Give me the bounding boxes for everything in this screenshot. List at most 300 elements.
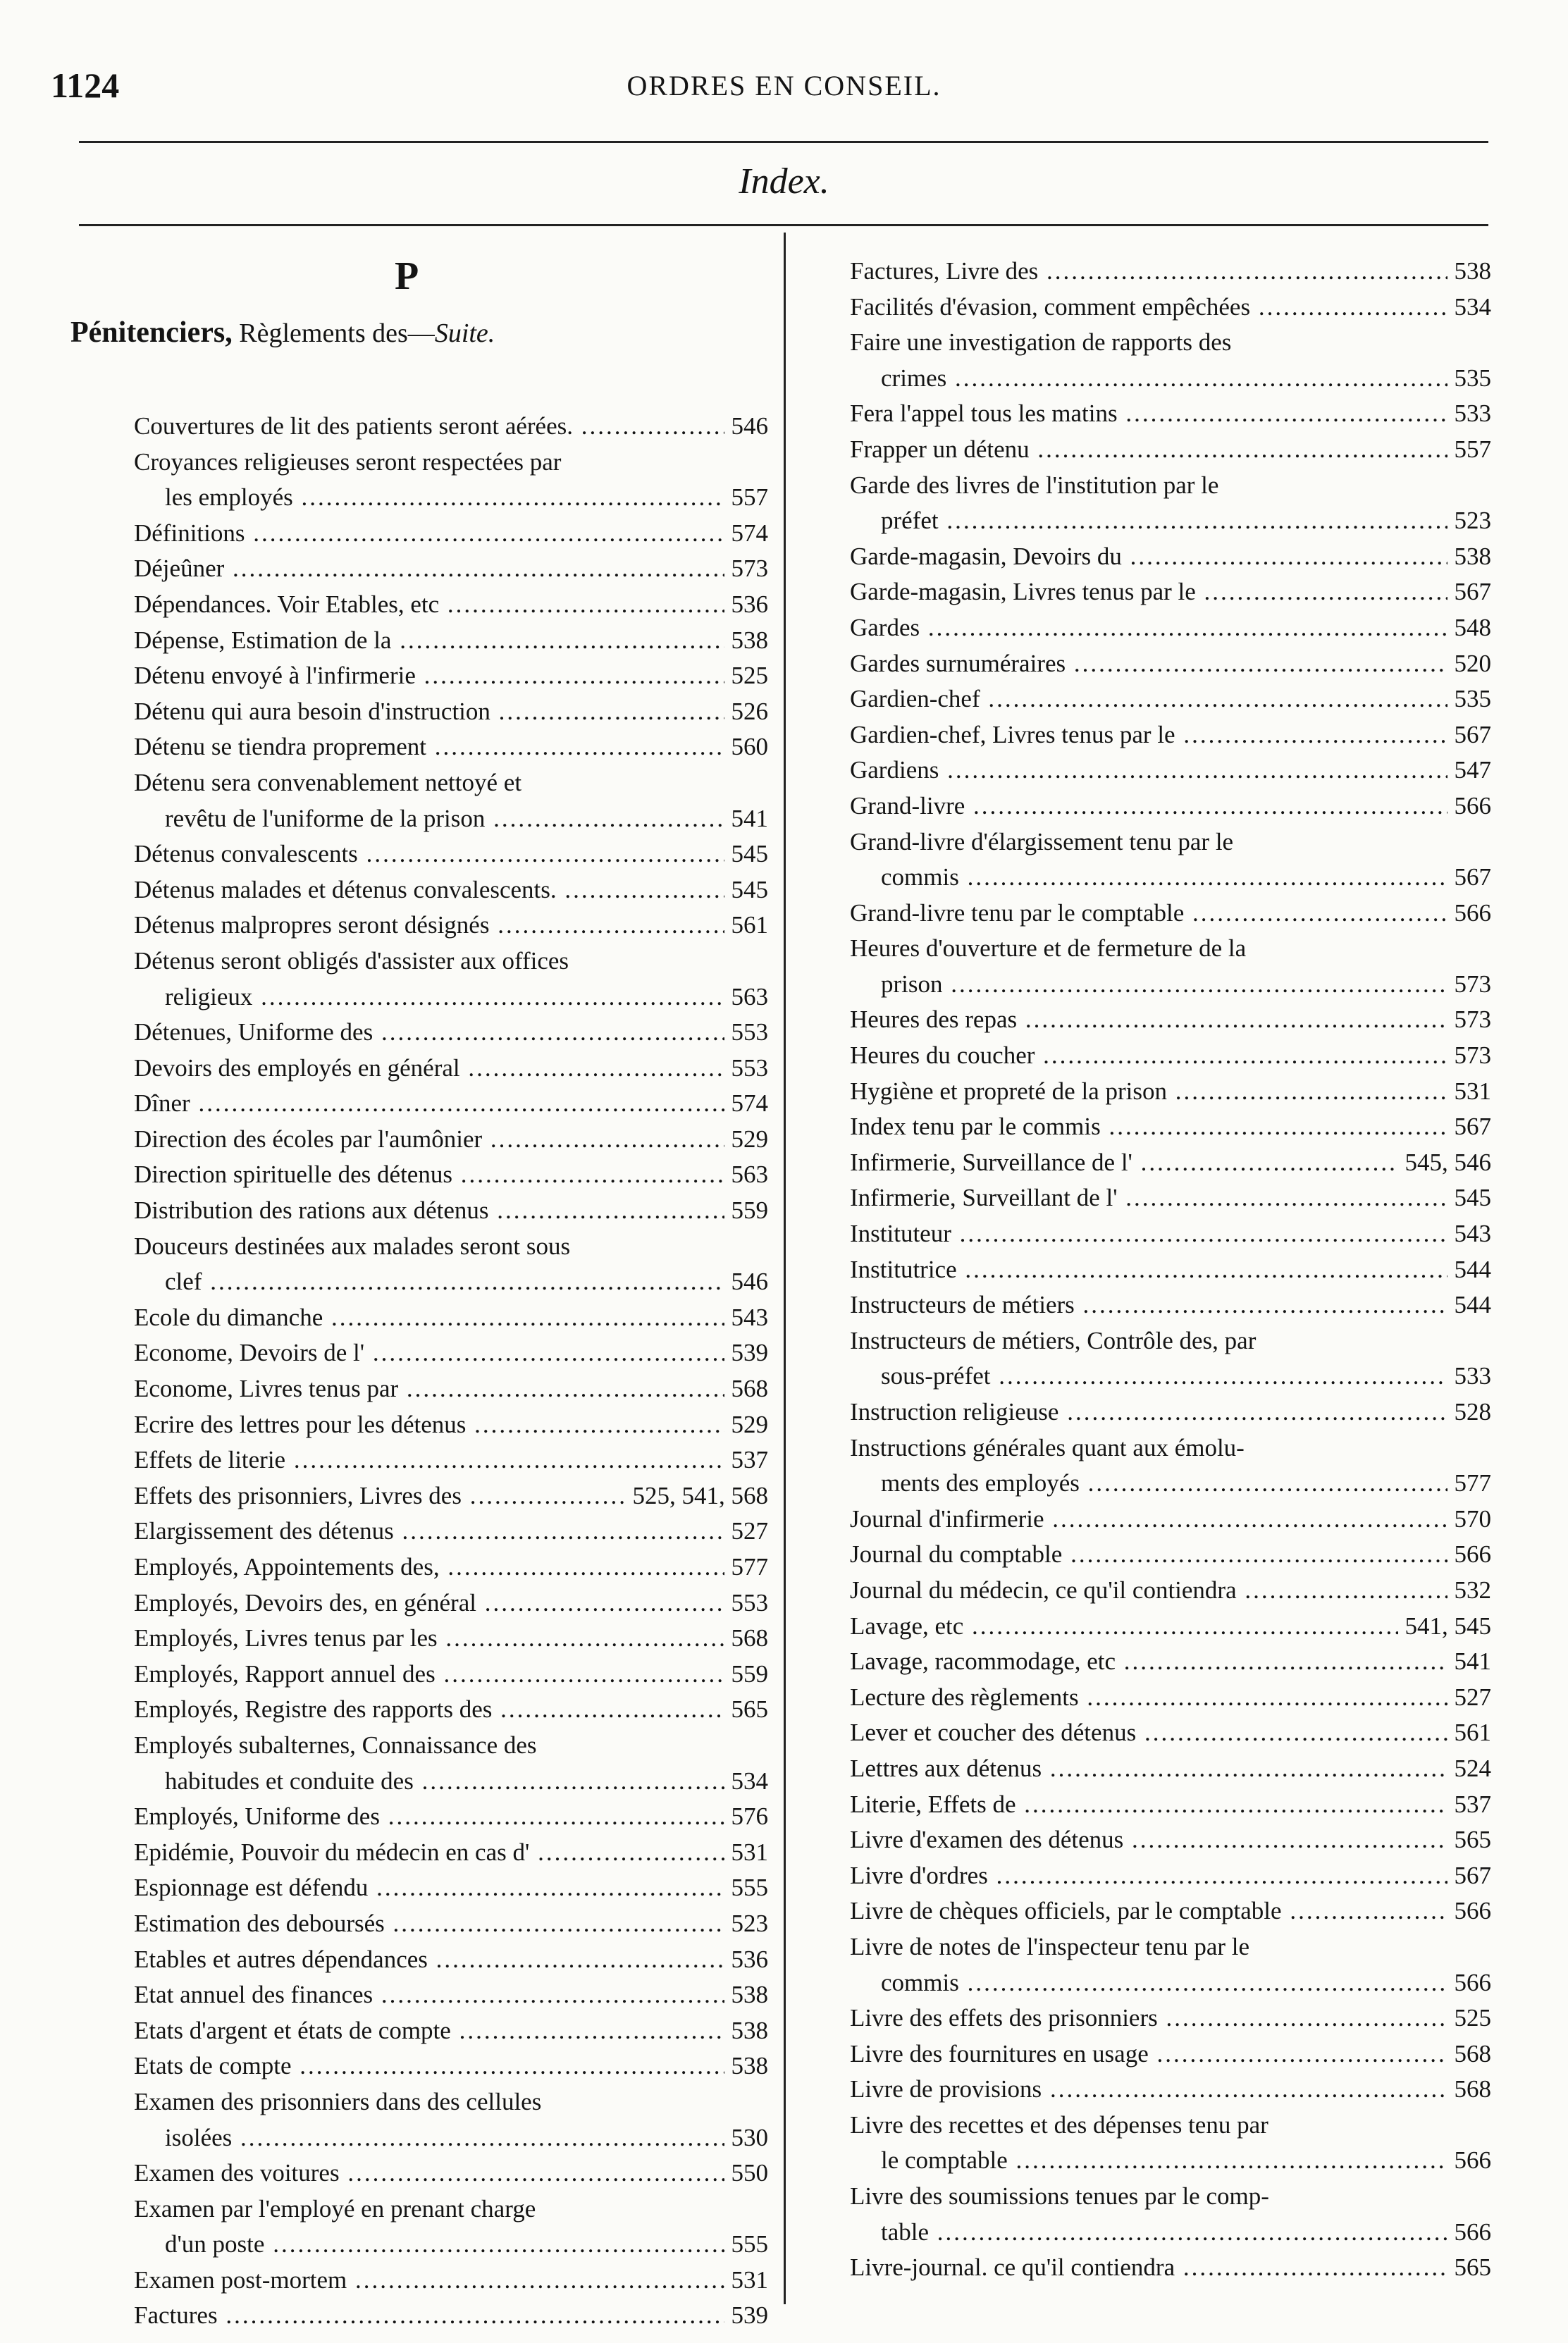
index-entry-text: Instituteur ..... [850,1216,1456,1252]
index-entry [850,931,1491,967]
index-entry-page-ref: 536 [724,587,769,623]
index-entry-text: le comptable ..... [881,2143,1487,2179]
index-entry-page-ref: 557 [724,480,769,516]
index-entry-text: Détenus malpropres seront désignés ..... [134,908,740,944]
index-entry-text: Ecole du dimanche ..... [134,1300,740,1336]
index-entry [850,824,1491,860]
index-entry [850,1751,1491,1787]
index-entry-text: crimes ..... [881,361,1487,397]
section-heading [70,316,495,350]
index-entry-text: Distribution des rations aux détenus ..... [134,1193,740,1229]
index-entry-page-ref: 531 [724,2263,769,2299]
index-entry [850,1145,1491,1181]
index-entry-text: Lavage, etc ..... [850,1609,1456,1645]
index-entry [850,2143,1491,2179]
index-entry [134,1835,768,1871]
index-entry-page-ref: 538 [724,623,769,659]
index-entry [850,1929,1491,1965]
index-entry-text: Livre des fournitures en usage ..... [850,2036,1456,2072]
index-entry-page-ref: 524 [1447,1751,1492,1787]
index-entry-page-ref: 570 [1447,1502,1492,1538]
section-title: Index. [739,161,829,202]
index-entry-text: isolées ..... [165,2120,768,2156]
index-entry-page-ref: 573 [1447,967,1492,1003]
index-entry-text: Frapper un détenu ..... [850,432,1456,468]
index-entry-text: Livre-journal. ce qu'il contiendra ..... [850,2250,1456,2286]
index-entry-page-ref: 568 [724,1371,769,1407]
index-entry-text: Lettres aux détenus ..... [850,1751,1456,1787]
index-entry [134,1229,768,1265]
index-entry-page-ref: 529 [724,1122,769,1158]
index-entry [134,1692,768,1728]
index-entry [850,2001,1491,2036]
index-entry-page-ref: 560 [724,729,769,765]
index-entry-text: Infirmerie, Surveillance de l' ..... [850,1145,1456,1181]
index-entry-page-ref: 527 [724,1514,769,1550]
index-entry-text: Journal d'infirmerie ..... [850,1502,1456,1538]
index-entry-text: commis ..... [881,1965,1487,2001]
index-entry-text: Livre des effets des prisonniers ..... [850,2001,1456,2036]
index-entry-page-ref: 574 [724,516,769,552]
index-entry [850,1644,1491,1680]
index-entry-text: Gardes ..... [850,610,1456,646]
index-entry-text: Détenus malades et détenus convalescents. ..... [134,872,740,908]
index-entry-page-ref: 561 [724,908,769,944]
index-entry-text: Hygiène et propreté de la prison ..... [850,1074,1456,1110]
index-entry-text: Employés, Appointements des, ..... [134,1550,740,1585]
index-entry-page-ref: 541, 545 [1398,1609,1492,1645]
index-entry-text: Examen des prisonniers dans des cellules [134,2087,542,2115]
index-entry-text: Direction des écoles par l'aumônier ..... [134,1122,740,1158]
index-entry [850,1466,1491,1502]
index-entry-page-ref: 538 [724,2013,769,2049]
index-entry-text: Garde des livres de l'institution par le [850,471,1219,499]
section-heading-text: Règlements des— [232,319,435,348]
index-entry-page-ref: 538 [724,2048,769,2084]
index-entry-text: Effets de literie ..... [134,1442,740,1478]
index-entry [850,2072,1491,2108]
index-entry [850,2108,1491,2144]
index-entry [134,979,768,1015]
index-entry-page-ref: 520 [1447,646,1492,682]
index-entry-text: Etats d'argent et états de compte ..... [134,2013,740,2049]
section-heading-bold: Pénitenciers, [70,316,233,349]
index-entry-text: Lever et coucher des détenus ..... [850,1715,1456,1751]
index-entry-page-ref: 566 [1447,1537,1492,1573]
index-entry-page-ref: 573 [724,551,769,587]
index-entry-page-ref: 537 [724,1442,769,1478]
index-entry-text: Journal du médecin, ce qu'il contiendra ..... [850,1573,1456,1609]
index-entry-page-ref: 545 [724,836,769,872]
index-entry [134,1764,768,1800]
index-entry-text: Effets des prisonniers, Livres des ..... [134,1478,740,1514]
index-entry-text: Instructeurs de métiers ..... [850,1287,1456,1323]
index-entry-page-ref: 567 [1447,574,1492,610]
index-entry [850,396,1491,432]
index-entry-text: Détenus seront obligés d'assister aux offices [134,946,569,975]
index-entry-text: Infirmerie, Surveillant de l' ..... [850,1180,1456,1216]
index-entry [850,1609,1491,1645]
index-entry-text: Employés subalternes, Connaissance des [134,1731,537,1759]
index-entry-page-ref: 538 [1447,254,1492,290]
index-entry [850,468,1491,504]
index-entry [134,2263,768,2299]
index-entry-page-ref: 535 [1447,361,1492,397]
section-heading-italic: Suite. [434,319,495,348]
index-entry [134,1657,768,1693]
index-entry-page-ref: 568 [1447,2072,1492,2108]
index-entry [850,503,1491,539]
index-entry-text: Journal du comptable ..... [850,1537,1456,1573]
index-entry [134,836,768,872]
index-entry [134,1015,768,1051]
index-entry-text: Livre d'examen des détenus ..... [850,1822,1456,1858]
index-entry [134,944,768,979]
index-entry-page-ref: 530 [724,2120,769,2156]
index-entry-page-ref: 563 [724,1157,769,1193]
index-entry-page-ref: 577 [724,1550,769,1585]
index-entry [134,1799,768,1835]
index-entry [850,1287,1491,1323]
index-entry-text: Douceurs destinées aux malades seront sous [134,1232,571,1260]
index-entry [850,2036,1491,2072]
index-entry-text: Employés, Livres tenus par les ..... [134,1621,740,1657]
index-entry-text: religieux ..... [165,979,768,1015]
index-entry-text: les employés ..... [165,480,768,516]
index-entry-text: Fera l'appel tous les matins ..... [850,396,1456,432]
index-entry-text: Employés, Uniforme des ..... [134,1799,740,1835]
index-entry-text: clef ..... [165,1264,768,1300]
index-entry [850,896,1491,932]
index-entry-text: Etat annuel des finances ..... [134,1977,740,2013]
index-entry-text: Estimation des deboursés ..... [134,1906,740,1942]
index-entry-text: Employés, Devoirs des, en général ..... [134,1585,740,1621]
right-index-column [850,254,1491,2286]
index-entry-page-ref: 534 [1447,290,1492,326]
index-entry-page-ref: 533 [1447,1359,1492,1395]
index-entry [134,1478,768,1514]
bottom-rule [79,224,1488,226]
index-entry-text: Livre de provisions ..... [850,2072,1456,2108]
index-entry-page-ref: 563 [724,979,769,1015]
index-entry-page-ref: 525 [1447,2001,1492,2036]
index-entry [134,480,768,516]
index-entry [850,1680,1491,1716]
index-entry-text: Heures d'ouverture et de fermeture de la [850,934,1247,963]
index-entry-page-ref: 545, 546 [1398,1145,1492,1181]
index-entry-page-ref: 547 [1447,753,1492,789]
index-entry [850,1502,1491,1538]
index-entry [134,2227,768,2263]
index-entry-page-ref: 555 [724,2227,769,2263]
index-entry [850,1002,1491,1038]
index-entry-text: habitudes et conduite des ..... [165,1764,768,1800]
index-entry-page-ref: 559 [724,1657,769,1693]
index-entry-page-ref: 568 [1447,2036,1492,2072]
index-entry [850,1715,1491,1751]
index-entry-text: Etats de compte ..... [134,2048,740,2084]
index-entry-page-ref: 553 [724,1015,769,1051]
index-entry [850,539,1491,575]
index-entry [134,551,768,587]
index-entry-text: Couvertures de lit des patients seront aérées. ..... [134,409,740,445]
index-entry-page-ref: 561 [1447,1715,1492,1751]
index-entry [134,658,768,694]
index-entry-page-ref: 565 [724,1692,769,1728]
index-entry-text: Détenues, Uniforme des ..... [134,1015,740,1051]
index-entry-text: Gardiens ..... [850,753,1456,789]
index-entry [134,1371,768,1407]
index-entry-page-ref: 553 [724,1051,769,1087]
index-entry-text: Gardien-chef ..... [850,681,1456,717]
index-entry [850,753,1491,789]
index-entry-page-ref: 537 [1447,1787,1492,1823]
index-entry-page-ref: 566 [1447,2215,1492,2251]
index-entry [850,1216,1491,1252]
index-entry-page-ref: 573 [1447,1038,1492,1074]
index-entry [134,872,768,908]
index-entry [134,1870,768,1906]
index-entry [134,1193,768,1229]
index-entry-page-ref: 574 [724,1086,769,1122]
index-entry-text: préfet ..... [881,503,1487,539]
index-entry [850,967,1491,1003]
index-entry [850,1965,1491,2001]
index-entry-page-ref: 568 [724,1621,769,1657]
index-entry-text: Grand-livre d'élargissement tenu par le [850,827,1234,855]
index-entry-page-ref: 557 [1447,432,1492,468]
index-entry-text: Grand-livre tenu par le comptable ..... [850,896,1456,932]
index-entry-text: Employés, Registre des rapports des ..... [134,1692,740,1728]
index-entry [850,1109,1491,1145]
index-entry [134,587,768,623]
index-entry [850,1822,1491,1858]
index-entry-text: Détenu envoyé à l'infirmerie ..... [134,658,740,694]
index-entry-text: Econome, Devoirs de l' ..... [134,1335,740,1371]
index-entry-page-ref: 567 [1447,1858,1492,1894]
index-entry-page-ref: 553 [724,1585,769,1621]
index-entry-page-ref: 534 [724,1764,769,1800]
index-entry-page-ref: 531 [1447,1074,1492,1110]
index-entry [134,1514,768,1550]
index-entry [134,1942,768,1978]
top-rule [79,141,1488,143]
index-entry-text: table ..... [881,2215,1487,2251]
index-entry-page-ref: 576 [724,1799,769,1835]
index-entry [850,1893,1491,1929]
index-entry-text: Faire une investigation de rapports des [850,328,1232,357]
index-entry-page-ref: 565 [1447,1822,1492,1858]
index-entry [850,1573,1491,1609]
index-entry [134,1585,768,1621]
index-entry-text: Détenus convalescents ..... [134,836,740,872]
index-entry [134,1086,768,1122]
index-entry [134,2048,768,2084]
index-entry [850,2179,1491,2215]
index-entry-text: Livre de notes de l'inspecteur tenu par le [850,1932,1250,1960]
index-entry [850,574,1491,610]
index-entry-text: Espionnage est défendu ..... [134,1870,740,1906]
index-entry-page-ref: 525 [724,658,769,694]
index-entry-page-ref: 541 [724,801,769,837]
index-entry-page-ref: 539 [724,1335,769,1371]
index-entry-page-ref: 573 [1447,1002,1492,1038]
index-entry [850,432,1491,468]
index-entry [850,1787,1491,1823]
index-entry-text: Employés, Rapport annuel des ..... [134,1657,740,1693]
index-entry [134,1264,768,1300]
index-entry-text: Détenu sera convenablement nettoyé et [134,768,522,796]
index-entry-text: Livre des recettes et des dépenses tenu par [850,2110,1268,2139]
index-entry [850,1038,1491,1074]
index-entry-page-ref: 536 [724,1942,769,1978]
index-entry [850,361,1491,397]
index-entry-text: Literie, Effets de ..... [850,1787,1456,1823]
index-entry [134,1728,768,1764]
index-entry-page-ref: 541 [1447,1644,1492,1680]
index-entry-text: Dîner ..... [134,1086,740,1122]
index-entry [850,1252,1491,1288]
index-entry-text: ments des employés ..... [881,1466,1487,1502]
index-entry-text: Instructions générales quant aux émolu- [850,1433,1245,1461]
index-entry-text: Dépendances. Voir Etables, etc ..... [134,587,740,623]
index-entry-text: Econome, Livres tenus par ..... [134,1371,740,1407]
index-entry [134,2013,768,2049]
index-entry-page-ref: 566 [1447,1965,1492,2001]
index-entry [850,1359,1491,1395]
index-entry [850,2250,1491,2286]
index-entry [134,2298,768,2334]
index-entry-text: Epidémie, Pouvoir du médecin en cas d' ..... [134,1835,740,1871]
left-index-column [134,409,768,2334]
index-entry-page-ref: 566 [1447,2143,1492,2179]
index-entry-text: Instructeurs de métiers, Contrôle des, par [850,1326,1257,1354]
index-entry-page-ref: 538 [1447,539,1492,575]
index-entry-page-ref: 567 [1447,1109,1492,1145]
index-entry-text: d'un poste ..... [165,2227,768,2263]
index-entry [134,1977,768,2013]
index-entry-text: Gardes surnuméraires ..... [850,646,1456,682]
index-entry-page-ref: 559 [724,1193,769,1229]
index-entry-text: Livre des soumissions tenues par le comp- [850,2182,1269,2211]
index-entry-page-ref: 523 [724,1906,769,1942]
index-entry-page-ref: 532 [1447,1573,1492,1609]
index-entry-text: Déjeûner ..... [134,551,740,587]
index-entry-text: commis ..... [881,860,1487,896]
page-number: 1124 [51,66,120,105]
index-entry-text: Grand-livre ..... [850,789,1456,824]
index-entry-text: Détenu se tiendra proprement ..... [134,729,740,765]
index-entry [134,2120,768,2156]
index-entry [134,516,768,552]
index-entry-text: Etables et autres dépendances ..... [134,1942,740,1978]
index-entry-page-ref: 529 [724,1407,769,1443]
running-head: ORDRES EN CONSEIL. [626,70,942,101]
index-entry [850,1537,1491,1573]
index-entry-text: Garde-magasin, Livres tenus par le ..... [850,574,1456,610]
index-entry-page-ref: 543 [1447,1216,1492,1252]
index-entry [850,254,1491,290]
index-entry-text: Direction spirituelle des détenus ..... [134,1157,740,1193]
index-entry-text: Gardien-chef, Livres tenus par le ..... [850,717,1456,753]
index-entry-text: Examen post-mortem ..... [134,2263,740,2299]
index-entry [850,1074,1491,1110]
index-entry-page-ref: 550 [724,2156,769,2191]
index-entry-text: sous-préfet ..... [881,1359,1487,1395]
index-entry-text: Examen des voitures ..... [134,2156,740,2191]
index-entry [850,860,1491,896]
index-entry-text: Ecrire des lettres pour les détenus ..... [134,1407,740,1443]
index-entry [850,681,1491,717]
index-entry-text: Lecture des règlements ..... [850,1680,1456,1716]
index-entry [850,1180,1491,1216]
index-entry [134,1442,768,1478]
index-entry [850,789,1491,824]
index-entry-page-ref: 543 [724,1300,769,1336]
index-entry-text: Dépense, Estimation de la ..... [134,623,740,659]
index-entry-text: Devoirs des employés en général ..... [134,1051,740,1087]
index-entry-text: Garde-magasin, Devoirs du ..... [850,539,1456,575]
index-entry [134,2084,768,2120]
index-entry-page-ref: 577 [1447,1466,1492,1502]
index-entry [850,646,1491,682]
index-entry [134,1550,768,1585]
index-entry [850,290,1491,326]
index-entry-page-ref: 546 [724,1264,769,1300]
index-entry-page-ref: 533 [1447,396,1492,432]
index-entry-text: Lavage, racommodage, etc ..... [850,1644,1456,1680]
index-entry-text: Livre d'ordres ..... [850,1858,1456,1894]
index-entry [850,1395,1491,1430]
index-entry-page-ref: 531 [724,1835,769,1871]
index-entry-text: Heures des repas ..... [850,1002,1456,1038]
index-entry-text: Examen par l'employé en prenant charge [134,2194,536,2223]
index-entry [850,325,1491,361]
index-entry-page-ref: 566 [1447,1893,1492,1929]
index-entry [134,2156,768,2191]
index-entry-text: Factures ..... [134,2298,740,2334]
index-entry [134,694,768,730]
index-entry-page-ref: 525, 541, 568 [626,1478,769,1514]
index-entry [134,1157,768,1193]
index-entry-page-ref: 548 [1447,610,1492,646]
index-entry-page-ref: 555 [724,1870,769,1906]
index-entry-page-ref: 566 [1447,896,1492,932]
index-entry [134,1051,768,1087]
column-divider [784,233,786,2304]
index-entry [134,445,768,481]
index-entry-text: Heures du coucher ..... [850,1038,1456,1074]
index-entry [850,610,1491,646]
index-entry-page-ref: 539 [724,2298,769,2334]
index-entry-page-ref: 528 [1447,1395,1492,1430]
index-entry-page-ref: 565 [1447,2250,1492,2286]
index-entry [850,717,1491,753]
index-entry [134,409,768,445]
index-entry-page-ref: 544 [1447,1287,1492,1323]
index-entry [850,1430,1491,1466]
index-entry-page-ref: 545 [724,872,769,908]
index-entry [134,1122,768,1158]
index-entry [850,1323,1491,1359]
index-entry [134,623,768,659]
index-entry-text: Croyances religieuses seront respectées par [134,447,562,476]
index-entry-text: Elargissement des détenus ..... [134,1514,740,1550]
index-entry-text: Définitions ..... [134,516,740,552]
index-entry-page-ref: 567 [1447,860,1492,896]
index-entry [134,908,768,944]
index-entry-text: Factures, Livre des ..... [850,254,1456,290]
